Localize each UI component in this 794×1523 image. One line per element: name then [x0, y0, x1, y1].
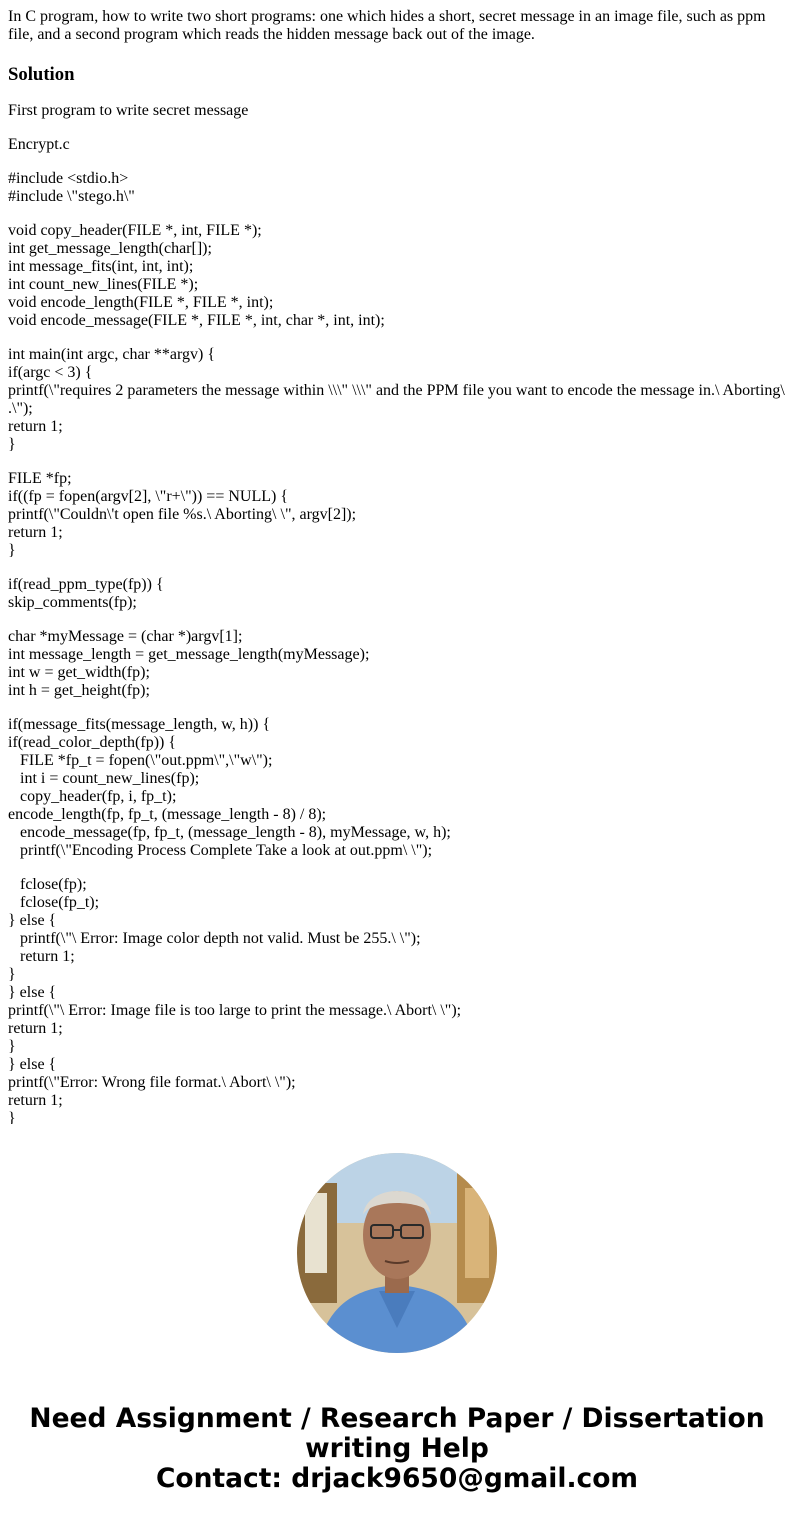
- code-block: [8, 628, 788, 700]
- code-line: int main(int argc, char **argv) {: [8, 346, 216, 363]
- code-line: copy_header(fp, i, fp_t);: [8, 788, 177, 805]
- code-line: #include \"stego.h\": [8, 188, 135, 205]
- code-line: printf(\"Encoding Process Complete Take a look at out.ppm\ \");: [8, 842, 433, 859]
- code-line: printf(\"\ Error: Image file is too large to print the message.\ Abort\ \");: [8, 1002, 462, 1019]
- code-block: [8, 222, 788, 330]
- code-line: return 1;: [8, 948, 75, 965]
- code-block: [8, 346, 788, 454]
- code-line: }: [8, 966, 16, 983]
- code-line: }: [8, 1110, 16, 1124]
- code-line: if(message_fits(message_length, w, h)) {: [8, 716, 271, 733]
- question-text: In C program, how to write two short programs: one which hides a short, secret message in an image file, such as ppm file, and a second program which reads the hidden message back out of the image.: [8, 8, 766, 43]
- code-line: encode_message(fp, fp_t, (message_length - 8), myMessage, w, h);: [8, 824, 451, 841]
- code-line: return 1;: [8, 418, 63, 435]
- code-block: [8, 470, 788, 560]
- solution-heading: Solution: [8, 64, 75, 85]
- footer-contact: Contact: drjack9650@gmail.com: [155, 1463, 639, 1494]
- code-line: char *myMessage = (char *)argv[1];: [8, 628, 243, 645]
- avatar-portrait-image: [297, 1153, 497, 1353]
- code-block: [8, 170, 788, 206]
- code-line: printf(\"\ Error: Image color depth not valid. Must be 255.\ \");: [8, 930, 421, 947]
- code-line: FILE *fp_t = fopen(\"out.ppm\",\"w\");: [8, 752, 273, 769]
- code-line: } else {: [8, 984, 57, 1001]
- footer-line-1: Need Assignment / Research Paper / Dissertation: [29, 1403, 765, 1434]
- code-line: FILE *fp;: [8, 470, 72, 487]
- code-line: return 1;: [8, 1020, 63, 1037]
- code-listing: [8, 170, 788, 1124]
- code-line: void encode_message(FILE *, FILE *, int, char *, int, int);: [8, 312, 385, 329]
- code-line: int message_length = get_message_length(myMessage);: [8, 646, 370, 663]
- code-line: if(read_ppm_type(fp)) {: [8, 576, 164, 593]
- code-line: int message_fits(int, int, int);: [8, 258, 194, 275]
- code-line: fclose(fp);: [8, 876, 87, 893]
- document-body: [8, 8, 788, 1124]
- code-line: skip_comments(fp);: [8, 594, 137, 611]
- code-line: }: [8, 542, 16, 559]
- code-line: printf(\"Couldn\'t open file %s.\ Aborting\ \", argv[2]);: [8, 506, 357, 523]
- footer-banner: [0, 1404, 794, 1494]
- code-line: int h = get_height(fp);: [8, 682, 150, 699]
- code-line: #include <stdio.h>: [8, 170, 129, 187]
- code-line: .\");: [8, 400, 33, 417]
- code-line: fclose(fp_t);: [8, 894, 100, 911]
- code-block: [8, 576, 788, 612]
- code-line: void copy_header(FILE *, int, FILE *);: [8, 222, 262, 239]
- code-line: int count_new_lines(FILE *);: [8, 276, 199, 293]
- code-line: if(read_color_depth(fp)) {: [8, 734, 177, 751]
- footer-line-2: writing Help: [305, 1433, 489, 1464]
- code-line: } else {: [8, 1056, 57, 1073]
- filename-text: Encrypt.c: [8, 136, 70, 153]
- code-line: }: [8, 436, 16, 453]
- code-line: if((fp = fopen(argv[2], \"r+\")) == NULL) {: [8, 488, 289, 505]
- code-line: }: [8, 1038, 16, 1055]
- author-avatar: [297, 1153, 497, 1353]
- code-line: return 1;: [8, 524, 63, 541]
- code-line: int i = count_new_lines(fp);: [8, 770, 200, 787]
- code-line: } else {: [8, 912, 57, 929]
- intro-text: First program to write secret message: [8, 102, 249, 119]
- code-line: printf(\"requires 2 parameters the message within \\\" \\\" and the PPM file you want to encode the message in.\ Aborting\: [8, 382, 785, 399]
- code-line: int w = get_width(fp);: [8, 664, 150, 681]
- code-block: [8, 716, 788, 860]
- code-line: void encode_length(FILE *, FILE *, int);: [8, 294, 274, 311]
- code-line: printf(\"Error: Wrong file format.\ Abort\ \");: [8, 1074, 296, 1091]
- code-block: [8, 876, 788, 1124]
- code-line: int get_message_length(char[]);: [8, 240, 212, 257]
- code-line: encode_length(fp, fp_t, (message_length - 8) / 8);: [8, 806, 327, 823]
- code-line: if(argc < 3) {: [8, 364, 93, 381]
- code-line: return 1;: [8, 1092, 63, 1109]
